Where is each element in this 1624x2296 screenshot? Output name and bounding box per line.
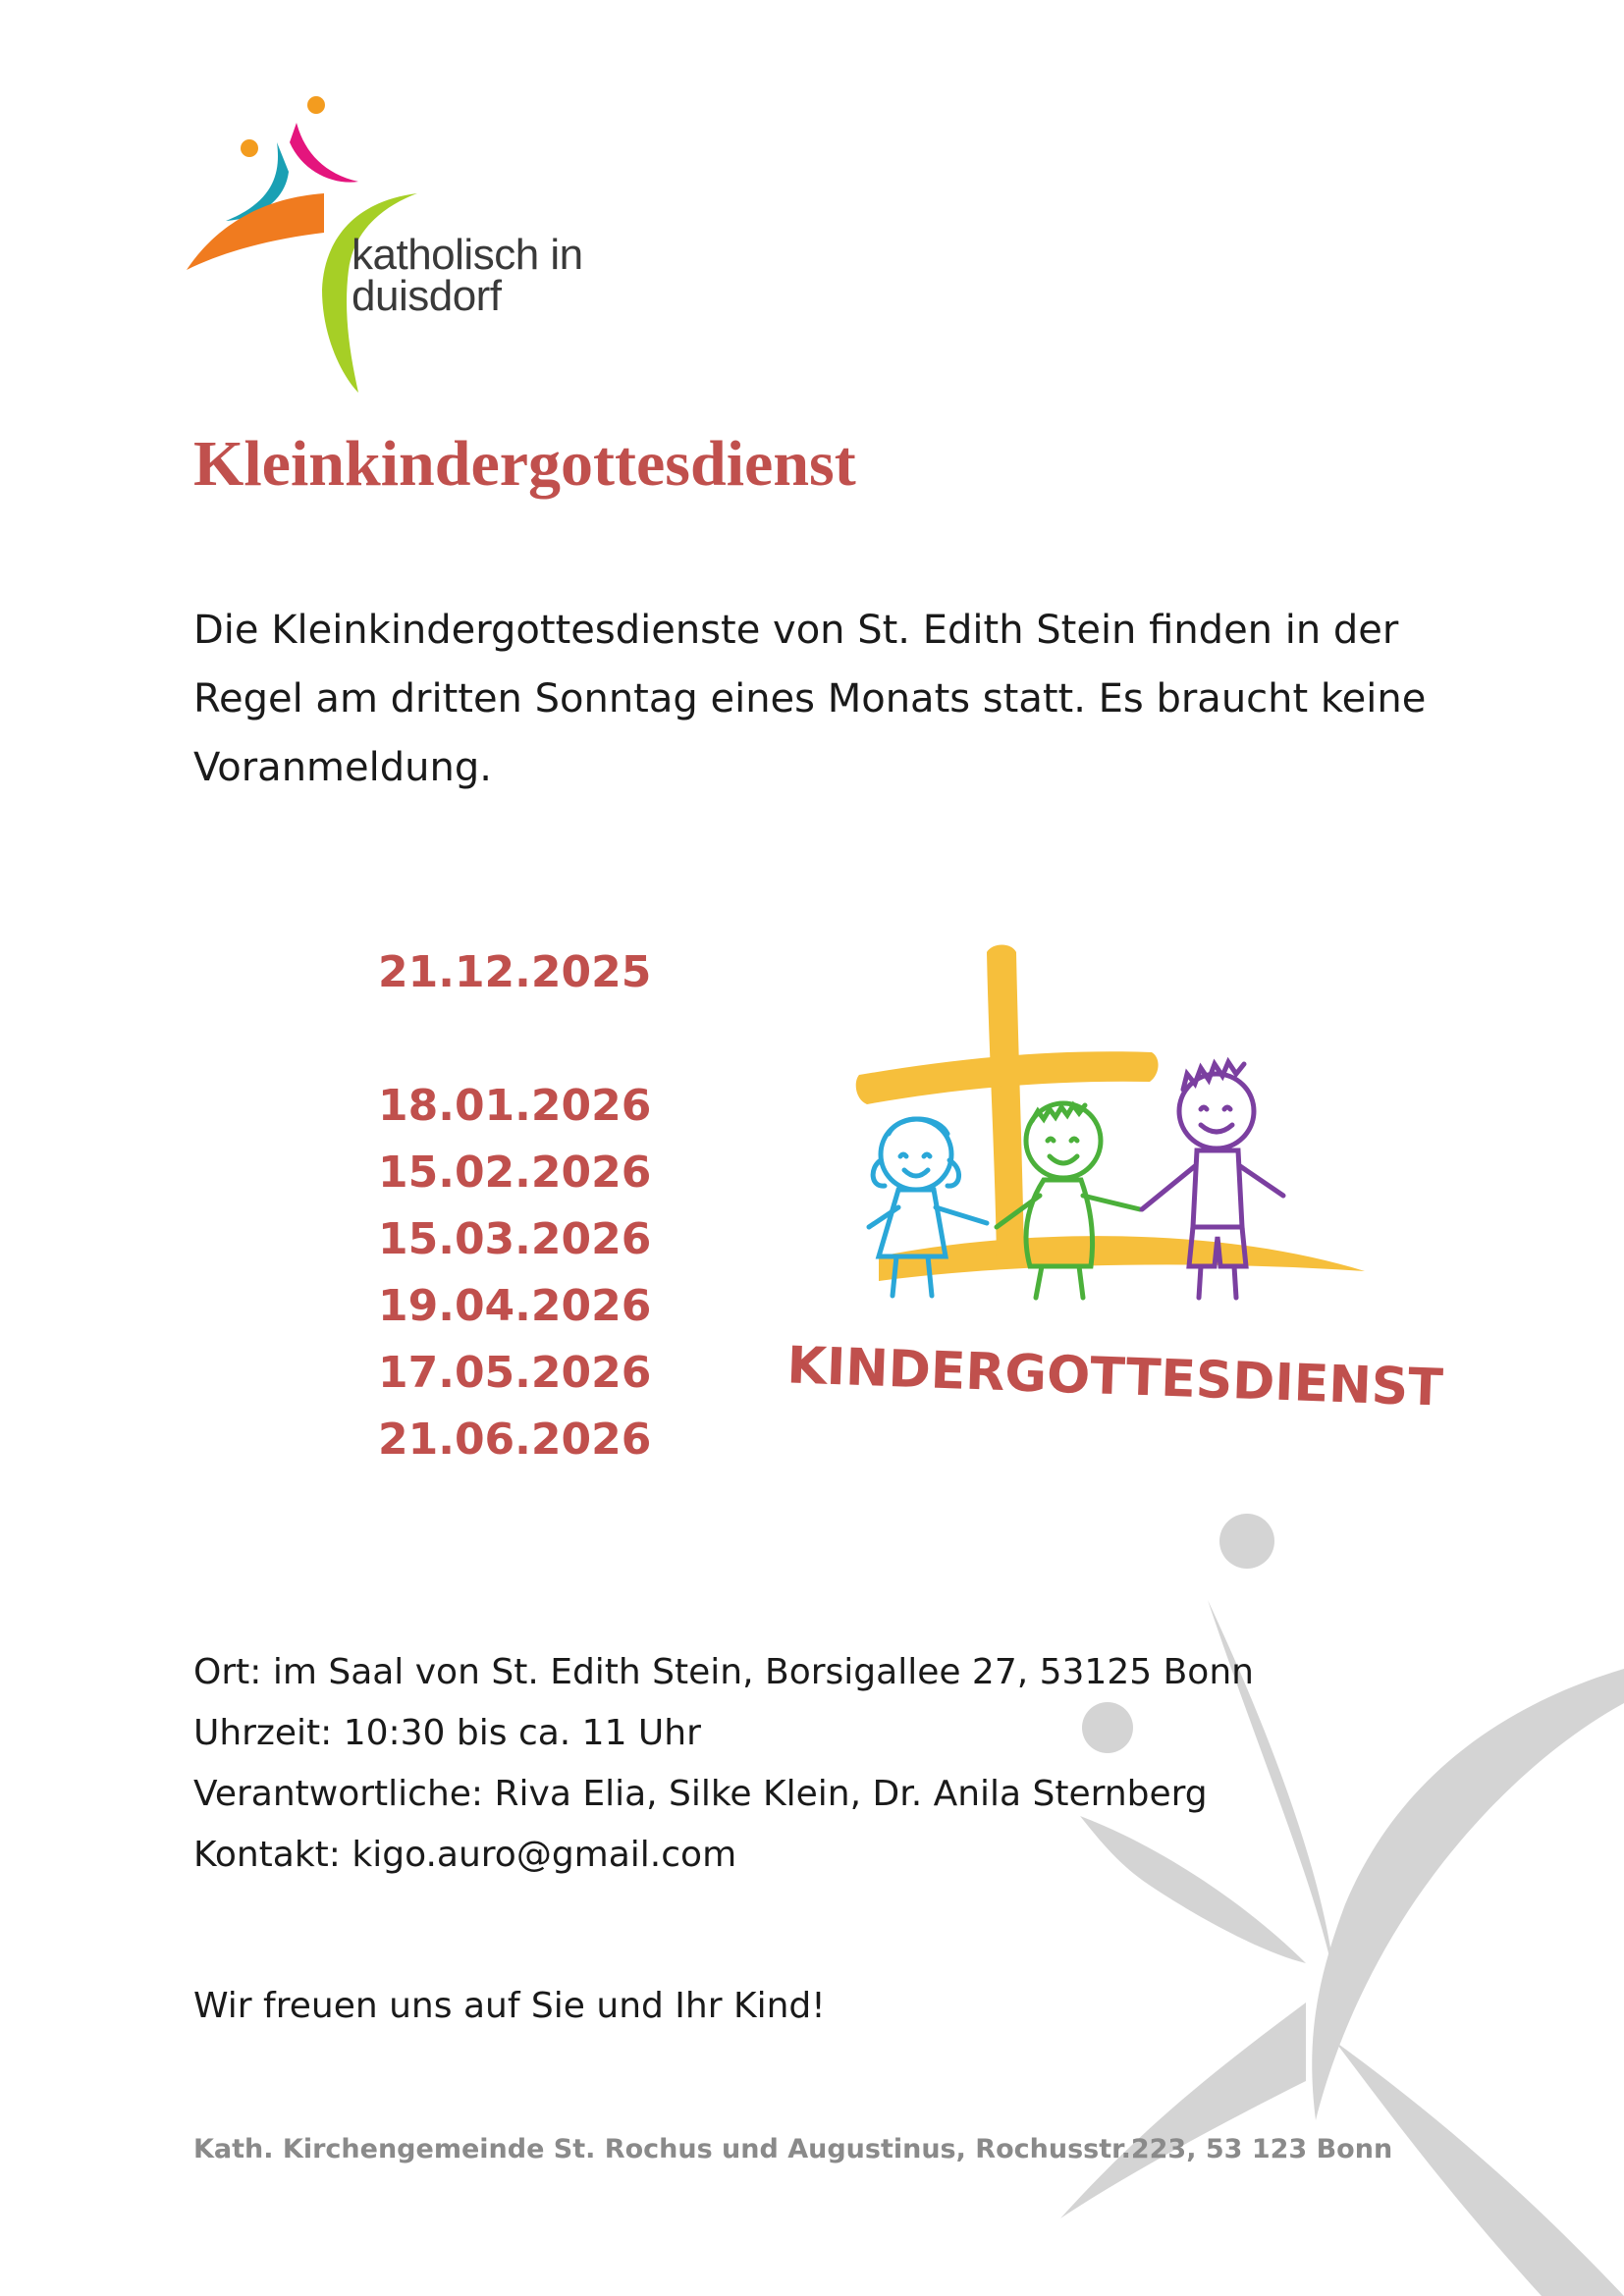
date-item: 21.06.2026 [378, 1415, 652, 1465]
info-ort: Ort: im Saal von St. Edith Stein, Borsigallee 27, 53125 Bonn [193, 1652, 1254, 1692]
info-verantwortliche: Verantwortliche: Riva Elia, Silke Klein, Dr. Anila Sternberg [193, 1774, 1208, 1814]
watermark-figure-icon [1021, 1492, 1624, 2296]
closing-text: Wir freuen uns auf Sie und Ihr Kind! [193, 1986, 826, 2026]
info-uhrzeit: Uhrzeit: 10:30 bis ca. 11 Uhr [193, 1713, 701, 1753]
info-kontakt: Kontakt: kigo.auro@gmail.com [193, 1835, 737, 1875]
date-item: 18.01.2026 [378, 1081, 652, 1131]
date-list [378, 939, 651, 1473]
date-item: 17.05.2026 [378, 1348, 652, 1398]
page-title: Kleinkindergottesdienst [193, 428, 856, 500]
intro-paragraph: Die Kleinkindergottesdienste von St. Edith Stein finden in der Regel am dritten Sonntag eines Monats statt. Es braucht keine Voranmeldung. [193, 608, 1427, 790]
info-block [193, 1642, 1254, 1886]
date-item: 19.04.2026 [378, 1281, 652, 1331]
logo-text-line1: katholisch in [352, 231, 583, 279]
date-item: 15.03.2026 [378, 1214, 652, 1264]
illustration-caption: KINDERGOTTESDIENST [785, 1336, 1444, 1418]
kindergottesdienst-illustration-icon [785, 933, 1444, 1443]
logo-text-line2: duisdorf [352, 272, 502, 320]
footer-address: Kath. Kirchengemeinde St. Rochus und Augustinus, Rochusstr.223, 53 123 Bonn [193, 2134, 1393, 2164]
date-item: 21.12.2025 [378, 947, 652, 997]
date-item: 15.02.2026 [378, 1148, 652, 1198]
